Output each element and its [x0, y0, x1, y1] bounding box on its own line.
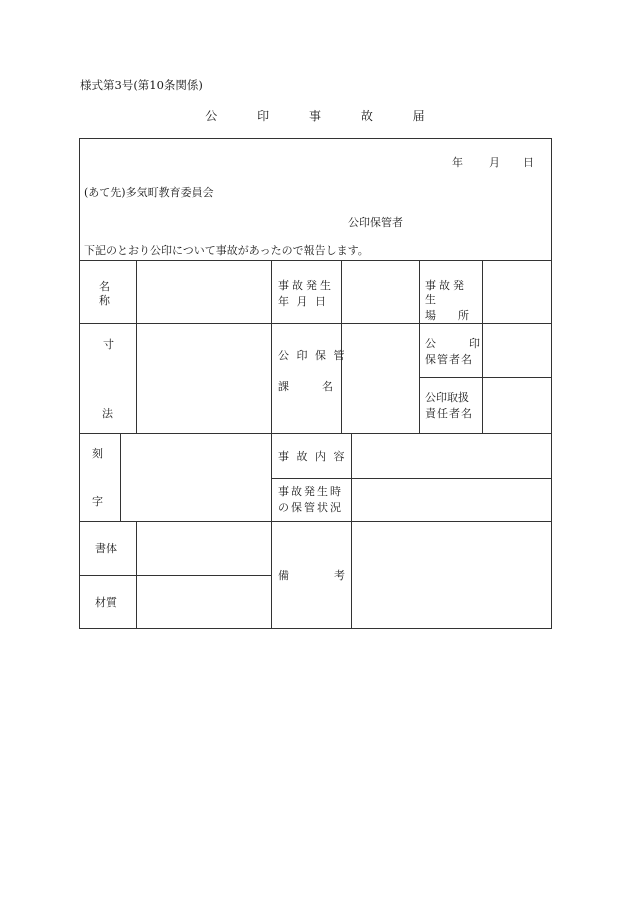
accident-place-label: 事故発生 場 所 — [425, 279, 469, 322]
handler-name-label: 公印取扱 責任者名 — [425, 391, 473, 420]
typeface-label: 書体 — [95, 542, 117, 555]
custodian-name-label: 公 印 保管者名 — [425, 337, 480, 366]
engraving-label-bottom: 字 — [92, 495, 103, 508]
col-divider-b — [271, 260, 272, 629]
date-year-label: 年 — [452, 156, 463, 169]
engraving-label-top: 刻 — [92, 447, 103, 460]
title-char: 事 — [308, 109, 321, 123]
title-char: 印 — [257, 109, 270, 123]
divider-typeface-material — [79, 575, 272, 576]
col-divider-f — [351, 433, 352, 629]
statement-text: 下記のとおり公印について事故があったので報告します。 — [84, 244, 369, 257]
title-char: 届 — [412, 109, 425, 123]
title-char: 公 — [205, 109, 218, 123]
table-border-left — [79, 138, 80, 629]
remarks-label-right: 考 — [334, 569, 345, 582]
name-label: 名 称 — [99, 280, 110, 307]
custodian-label: 公印保管者 — [348, 216, 403, 229]
material-label: 材質 — [95, 596, 117, 609]
addressee-text: (あて先)多気町教育委員会 — [84, 186, 214, 199]
size-label-top: 寸 — [103, 338, 114, 351]
form-title — [0, 110, 630, 122]
table-border-right — [551, 138, 552, 629]
divider-content-split — [271, 478, 552, 479]
custodian-section-label-2: 課 名 — [278, 380, 333, 393]
divider-custodian-split — [419, 377, 552, 378]
date-month-label: 月 — [489, 156, 500, 169]
col-divider-d — [419, 260, 420, 434]
col-divider-c — [341, 260, 342, 434]
title-char: 故 — [360, 109, 373, 123]
table-border-bottom — [79, 628, 552, 629]
table-border-top — [79, 138, 552, 139]
date-day-label: 日 — [523, 156, 534, 169]
col-divider-g — [136, 521, 137, 629]
size-label-bottom: 法 — [102, 407, 113, 420]
col-divider-engraving — [120, 433, 121, 522]
accident-date-label: 事故発生 年 月 日 — [278, 279, 334, 308]
form-number-label: 様式第3号(第10条関係) — [80, 78, 203, 92]
accident-content-label: 事 故 内 容 — [278, 450, 347, 463]
col-divider-e — [482, 260, 483, 434]
col-divider-a — [136, 260, 137, 434]
divider-row-3 — [79, 521, 552, 522]
storage-status-label: 事故発生時 の保管状況 — [278, 485, 343, 514]
custodian-section-label: 公 印 保 管 — [278, 349, 347, 362]
remarks-label-left: 備 — [278, 569, 289, 582]
